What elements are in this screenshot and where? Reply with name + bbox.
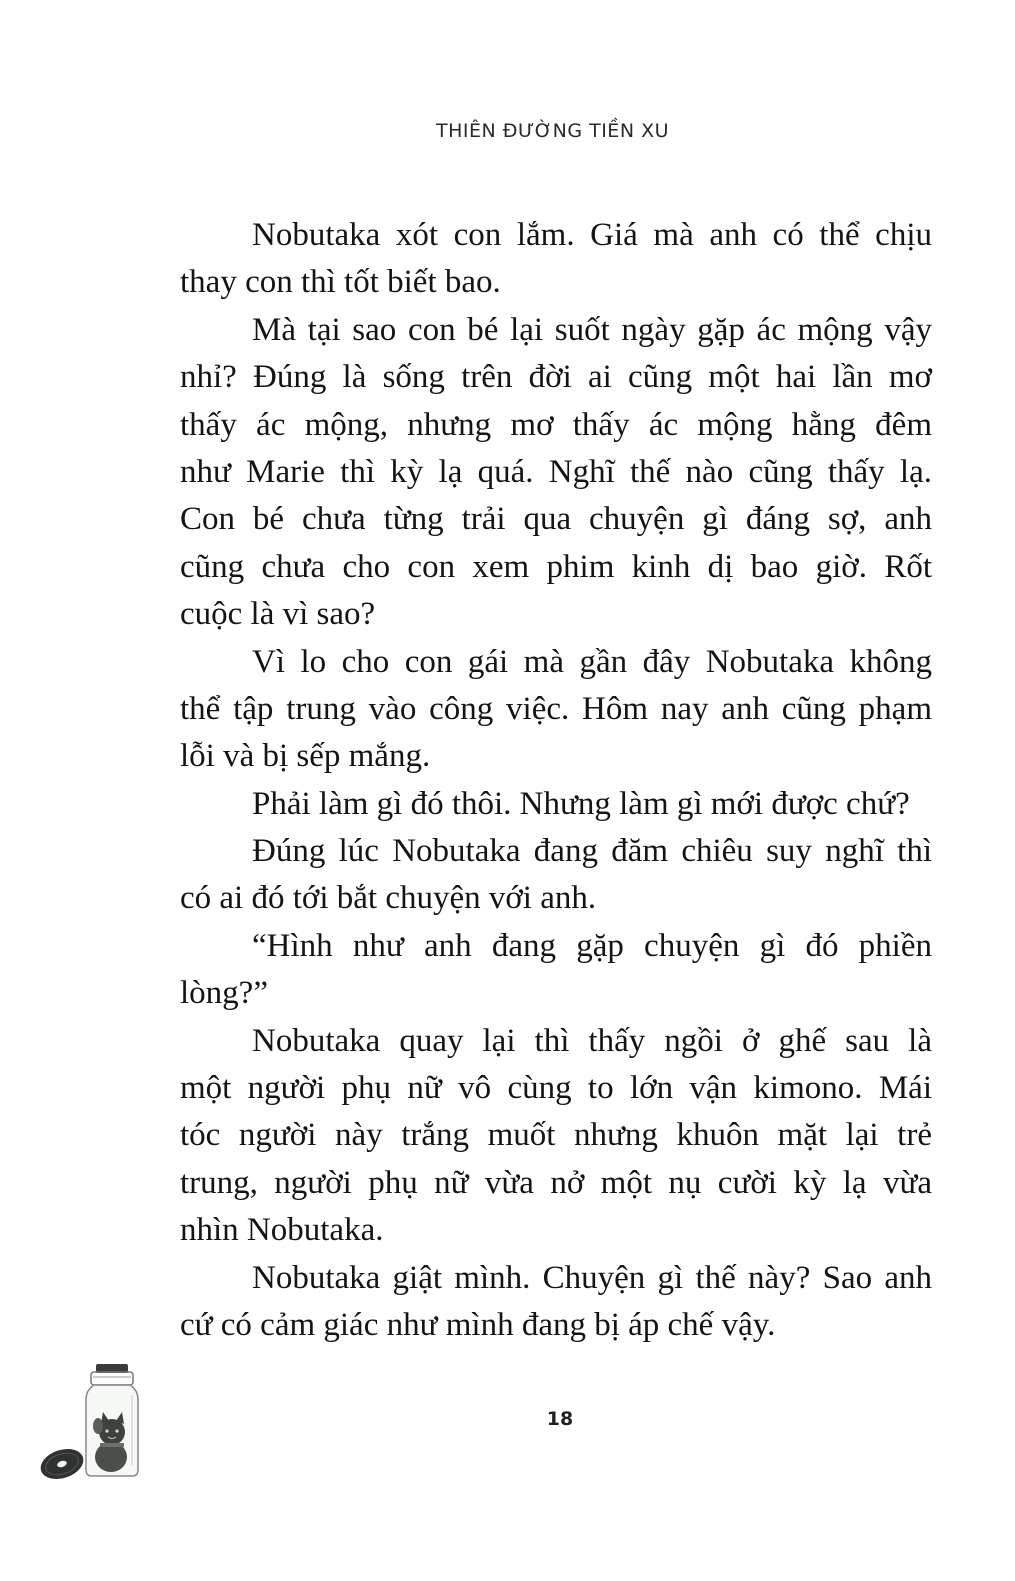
text-line: Nobutaka quay lại thì thấy ngồi ở ghế sau là: [252, 1022, 932, 1059]
text-line: cũng chưa cho con xem phim kinh dị bao giờ. Rốt: [180, 548, 932, 585]
text-line: lòng?”: [180, 975, 268, 1012]
text-line: Vì lo cho con gái mà gần đây Nobutaka không: [252, 643, 932, 680]
text-line: “Hình như anh đang gặp chuyện gì đó phiền: [252, 927, 932, 964]
text-line: một người phụ nữ vô cùng to lớn vận kimono. Mái: [180, 1070, 932, 1107]
paragraph: [180, 212, 932, 307]
text-line: Nobutaka giật mình. Chuyện gì thế này? Sao anh: [252, 1259, 932, 1296]
paragraph: [180, 781, 932, 828]
text-line: Mà tại sao con bé lại suốt ngày gặp ác mộng vậy: [252, 311, 932, 348]
text-line: cuộc là vì sao?: [180, 596, 376, 633]
book-title: THIÊN ĐƯỜNG TIỀN XU: [436, 120, 669, 142]
page-body: [180, 212, 932, 1349]
text-line: nhìn Nobutaka.: [180, 1212, 384, 1249]
maneki-neko-jar-with-coin-icon: [36, 1360, 146, 1485]
text-line: lỗi và bị sếp mắng.: [180, 738, 431, 775]
text-line: có ai đó tới bắt chuyện với anh.: [180, 880, 597, 917]
paragraph: [180, 828, 932, 923]
paragraph: [180, 923, 932, 1018]
paragraph: [180, 639, 932, 781]
text-line: thay con thì tốt biết bao.: [180, 264, 501, 301]
text-line: thể tập trung vào công việc. Hôm nay anh cũng phạm: [180, 690, 932, 727]
text-line: Con bé chưa từng trải qua chuyện gì đáng sợ, anh: [180, 501, 932, 538]
text-line: nhỉ? Đúng là sống trên đời ai cũng một hai lần mơ: [180, 359, 932, 396]
running-header: [0, 120, 1015, 142]
text-line: tóc người này trắng muốt nhưng khuôn mặt lại trẻ: [180, 1117, 932, 1154]
text-line: trung, người phụ nữ vừa nở một nụ cười kỳ lạ vừa: [180, 1164, 932, 1201]
text-line: Đúng lúc Nobutaka đang đăm chiêu suy nghĩ thì: [252, 833, 932, 870]
paragraph: [180, 1255, 932, 1350]
text-line: như Marie thì kỳ lạ quá. Nghĩ thế nào cũng thấy lạ.: [180, 453, 932, 490]
text-line: cứ có cảm giác như mình đang bị áp chế vậy.: [180, 1306, 776, 1343]
text-line: Nobutaka xót con lắm. Giá mà anh có thể chịu: [252, 217, 932, 253]
paragraph: [180, 307, 932, 639]
paragraph: [180, 1018, 932, 1255]
text-line: thấy ác mộng, nhưng mơ thấy ác mộng hằng đêm: [180, 406, 932, 443]
text-line: Phải làm gì đó thôi. Nhưng làm gì mới được chứ?: [252, 785, 910, 822]
page-number: 18: [546, 1408, 574, 1430]
